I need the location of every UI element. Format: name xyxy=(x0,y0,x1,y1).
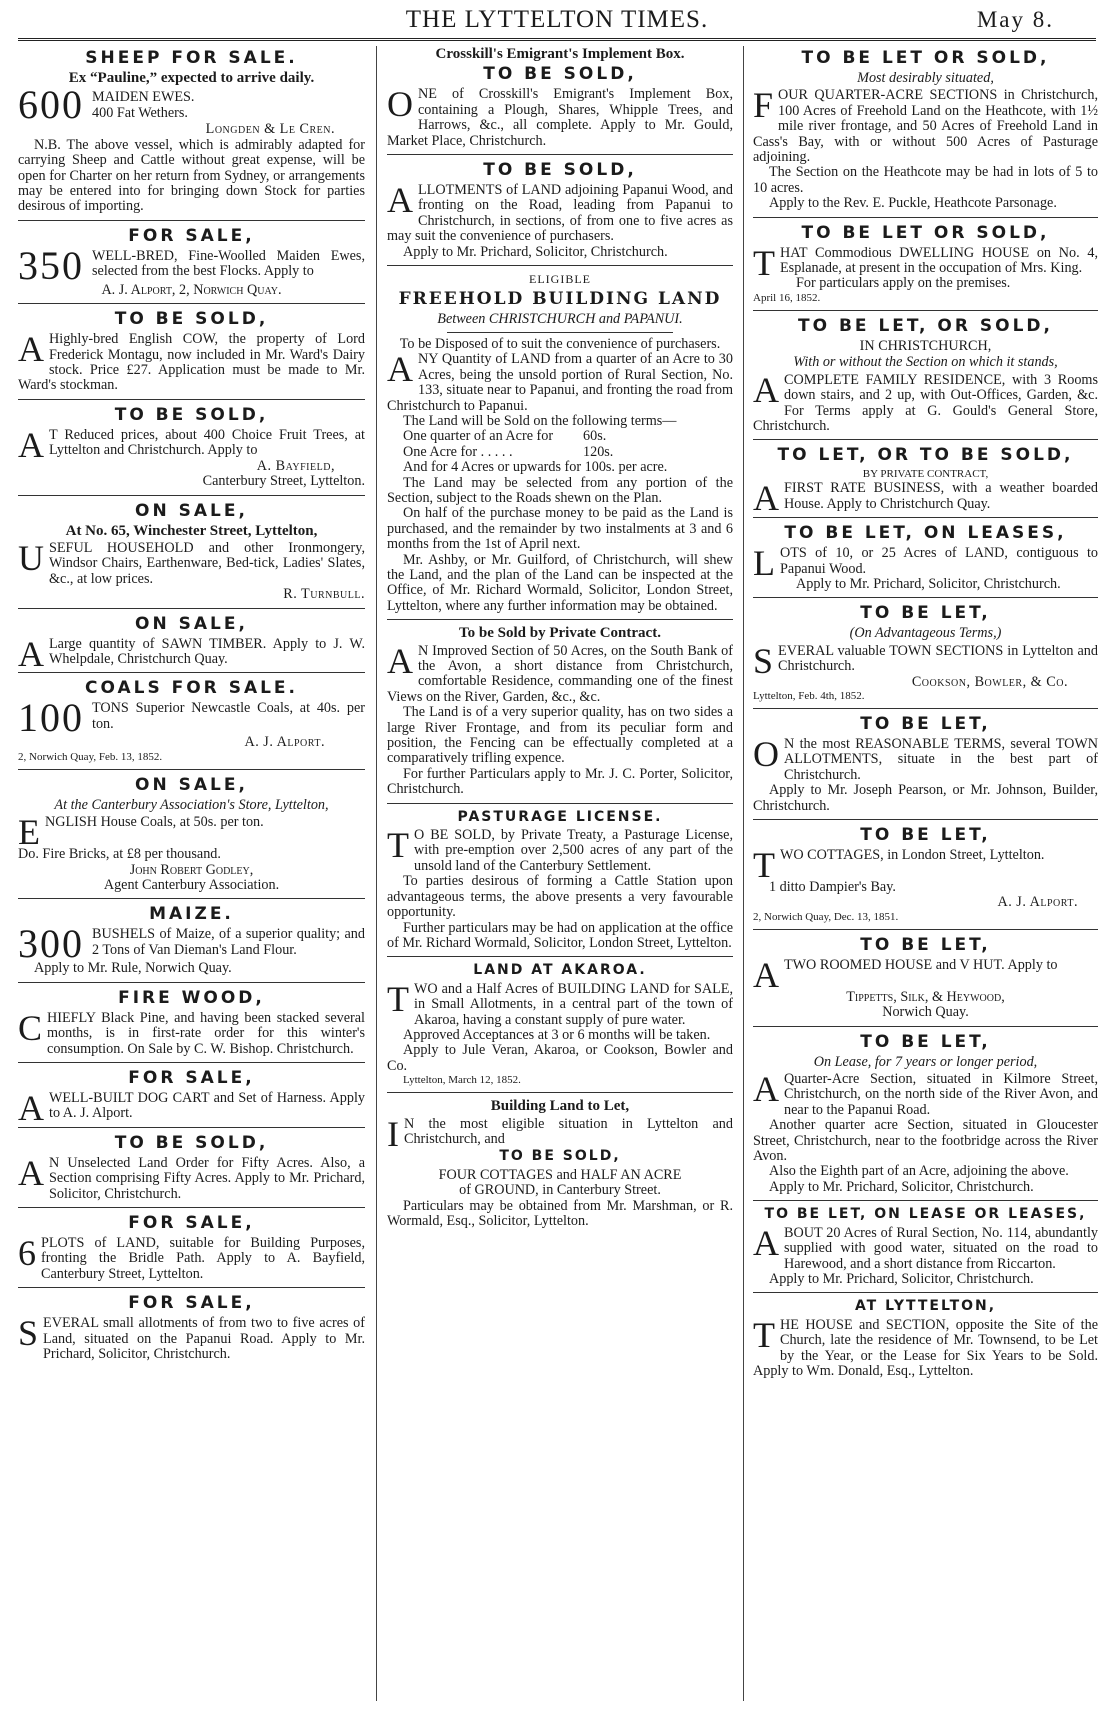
drop-capital: A xyxy=(18,1152,44,1193)
advert-date: Lyttelton, Feb. 4th, 1852. xyxy=(753,689,865,702)
drop-capital: S xyxy=(753,640,774,681)
advert-heading: TO BE LET, ON LEASES, xyxy=(784,523,1067,544)
advert-signature: A. J. Alport. xyxy=(997,894,1078,911)
advert-leases xyxy=(753,524,1098,592)
advert-body: PLOTS of LAND, suitable for Building Purposes, fronting the Bridle Path. Apply to A. Bayfield, Canterbury Street, Lyttelton. xyxy=(41,1235,365,1282)
drop-capital: A xyxy=(753,1069,779,1110)
advert-rural-section xyxy=(753,1207,1098,1287)
divider xyxy=(447,332,673,333)
advert-body: Large quantity of SAWN TIMBER. Apply to J. W. Whelpdale, Christchurch Quay. xyxy=(49,635,365,667)
advert-body: BUSHELS of Maize, of a superior quality; and 2 Tons of Van Dieman's Land Flour. xyxy=(92,926,365,958)
drop-capital: E xyxy=(18,812,40,853)
divider xyxy=(18,769,365,770)
price-row xyxy=(387,429,733,444)
advert-paragraph: Another quarter acre Section, situated in Gloucester Street, Christchurch, near to the footbridge across the River Avon. xyxy=(753,1117,1098,1165)
divider xyxy=(18,495,365,496)
advert-firewood xyxy=(18,989,365,1057)
advert-signature: A. J. Alport, 2, Norwich Quay. xyxy=(101,281,282,298)
advert-paragraph: On half of the purchase money to be paid as the Land is purchased, and the remainder by two instalments at 3 and 6 months from the 1st of April next. xyxy=(387,505,733,553)
advert-paragraph: Also the Eighth part of an Acre, adjoining the above. xyxy=(769,1163,1069,1180)
advert-heading: ON SALE, xyxy=(135,613,248,634)
advert-subheading: Crosskill's Emigrant's Implement Box. xyxy=(435,46,685,62)
advert-paragraph: Approved Acceptances at 3 or 6 months will be taken. xyxy=(403,1026,711,1043)
divider xyxy=(753,929,1098,930)
advert-body: WELL-BUILT DOG CART and Set of Harness. Apply to A. J. Alport. xyxy=(49,1090,365,1122)
advert-body: EVERAL valuable TOWN SECTIONS in Lyttelton and Christchurch. xyxy=(778,642,1098,675)
advert-paragraph: Apply to the Rev. E. Puckle, Heathcote Parsonage. xyxy=(769,195,1057,212)
divider xyxy=(18,220,365,221)
advert-signature: Longden & Le Cren. xyxy=(205,121,335,138)
drop-capital: L xyxy=(753,543,775,584)
advert-let-or-sold-sections xyxy=(753,49,1098,212)
advert-subheading: (On Advantageous Terms,) xyxy=(849,625,1002,642)
advert-pasturage xyxy=(387,810,733,952)
advert-heading: TO BE LET, xyxy=(860,713,991,734)
advert-paragraph: To parties desirous of forming a Cattle Station upon advantageous terms, the above presents a very favourable opportunity. xyxy=(387,873,733,921)
drop-capital: S xyxy=(18,1313,39,1354)
advert-body: N Improved Section of 50 Acres, on the South Bank of the Avon, a short distance from Christchurch, comfortable Residence, commanding one of the finest Views on the River, Garden, &c., &c. xyxy=(387,642,733,705)
advert-heading: TO LET, OR TO BE SOLD, xyxy=(777,445,1074,466)
divider xyxy=(387,803,733,804)
advert-heading: TO BE LET OR SOLD, xyxy=(801,48,1050,68)
advert-paragraph: Apply to Mr. Joseph Pearson, or Mr. Johnson, Builder, Christchurch. xyxy=(753,782,1098,814)
divider xyxy=(753,1292,1098,1293)
advert-heading: TO BE LET, xyxy=(860,1031,991,1052)
advert-paragraph: Apply to Mr. Prichard, Solicitor, Christchurch. xyxy=(769,1270,1034,1287)
advert-ewes-350 xyxy=(18,227,365,298)
advert-maize xyxy=(18,905,365,976)
drop-capital: A xyxy=(18,1088,44,1128)
advert-body: SEFUL HOUSEHOLD and other Ironmongery, Windsor Chairs, Earthenware, Bed-tick, Ladies' Slates, &c., at low prices. xyxy=(49,539,365,587)
advert-number: 100 xyxy=(18,695,84,741)
advert-body: OTS of 10, or 25 Acres of LAND, contiguous to Papanui Wood. xyxy=(780,545,1098,577)
advert-heading: TO BE SOLD, xyxy=(114,309,269,330)
advert-heading: TO BE SOLD, xyxy=(483,160,637,181)
advert-subheading: At the Canterbury Association's Store, Lyttelton, xyxy=(54,796,329,813)
advert-heading: TO BE LET, xyxy=(860,825,991,845)
advert-heading: TO BE LET, xyxy=(860,603,991,624)
divider xyxy=(18,1062,365,1063)
advert-subheading: BY PRIVATE CONTRACT, xyxy=(862,468,989,481)
drop-capital: A xyxy=(18,329,44,370)
advert-body: Highly-bred English COW, the property of Lord Frederick Montagu, now included in Mr. Ward's Dairy stock. Price £27. Application must be made to Mr. Ward's stockman. xyxy=(18,331,365,394)
drop-capital: A xyxy=(387,349,413,390)
advert-heading: FOR SALE, xyxy=(128,1213,255,1234)
drop-capital: C xyxy=(18,1007,43,1048)
divider xyxy=(387,956,733,957)
drop-capital: T xyxy=(753,1314,775,1355)
advert-body: TONS Superior Newcastle Coals, at 40s. per ton. xyxy=(92,700,365,732)
divider xyxy=(387,1092,733,1093)
advert-body: TWO ROOMED HOUSE and V HUT. Apply to xyxy=(784,956,1058,973)
drop-capital: A xyxy=(753,369,779,410)
advert-body: N.B. The above vessel, which is admirably adapted for carrying Sheep and Cattle without great expense, will be open for Charter on her return from Sydney, or arrangements may be entered into for bringing down Stock for parties desirous of importing. xyxy=(18,136,365,215)
advert-subheading: At No. 65, Winchester Street, Lyttelton, xyxy=(65,522,318,539)
drop-capital: 6 xyxy=(18,1233,36,1274)
advert-number: 600 xyxy=(18,82,84,128)
drop-capital: T xyxy=(387,825,409,866)
advert-timber xyxy=(18,613,365,674)
divider xyxy=(18,303,365,304)
advert-paragraph: Apply to Mr. Prichard, Solicitor, Christchurch. xyxy=(796,575,1061,592)
divider xyxy=(387,265,733,266)
advert-body: NE of Crosskill's Emigrant's Implement Box, containing a Plough, Shares, Whipple Trees, and Harrows, &c., all complete. Apply to Mr. Gould, Market Place, Christchurch. xyxy=(387,86,733,149)
divider xyxy=(753,439,1098,440)
advert-line: MAIDEN EWES. xyxy=(92,89,195,106)
advert-body: HE HOUSE and SECTION, opposite the Site of the Church, late the residence of Mr. Townsend, to be Let by the Year, or the Lease for Six Years to be Sold. Apply to Wm. Donald, Esq., Lyttelton. xyxy=(753,1316,1098,1379)
advert-town-allotments xyxy=(753,715,1098,814)
drop-capital: O xyxy=(753,733,779,774)
advert-heading: TO BE LET OR SOLD, xyxy=(801,222,1050,243)
column-2 xyxy=(387,46,733,1704)
advert-heading: MAIZE. xyxy=(149,904,234,925)
masthead xyxy=(0,0,1114,36)
drop-capital: A xyxy=(18,424,44,465)
advert-heading: AT LYTTELTON, xyxy=(854,1298,997,1315)
advert-family-residence xyxy=(753,317,1098,434)
drop-capital: T xyxy=(753,242,775,283)
advert-paragraph: Particulars may be obtained from Mr. Marshman, or R. Wormald, Esq., Solicitor, Lyttelton. xyxy=(387,1197,733,1229)
advert-signature: Cookson, Bowler, & Co. xyxy=(911,673,1068,690)
price-row xyxy=(387,445,733,460)
divider xyxy=(18,672,365,673)
advert-signature: A. Bayfield, xyxy=(256,457,335,474)
advert-paragraph: And for 4 Acres or upwards for 100s. per acre. xyxy=(403,459,668,476)
divider xyxy=(387,154,733,155)
advert-hut xyxy=(753,936,1098,1021)
advert-signature: R. Turnbull. xyxy=(283,586,365,603)
advert-number: 350 xyxy=(18,242,84,288)
advert-date: Lyttelton, March 12, 1852. xyxy=(403,1074,521,1087)
advert-coals xyxy=(18,679,365,763)
advert-sheep xyxy=(18,49,365,215)
advert-heading: PASTURAGE LICENSE. xyxy=(457,808,663,825)
advert-subheading: Ex “Pauline,” expected to arrive daily. xyxy=(68,70,315,86)
advert-heading: ON SALE, xyxy=(135,774,248,795)
advert-town-sections xyxy=(753,604,1098,703)
price-label: One quarter of an Acre for xyxy=(403,428,554,445)
column-3 xyxy=(753,46,1098,1704)
advert-subheading: To be Sold by Private Contract. xyxy=(459,625,661,642)
advert-body: BOUT 20 Acres of Rural Section, No. 114, abundantly supplied with good water, situated on the road to Harewood, and a short distance from Riccarton. xyxy=(784,1224,1098,1272)
divider xyxy=(753,1200,1098,1201)
divider xyxy=(18,608,365,609)
drop-capital: A xyxy=(753,478,779,519)
advert-heading: LAND AT AKAROA. xyxy=(473,962,647,979)
divider xyxy=(18,1207,365,1208)
drop-capital: A xyxy=(753,954,779,995)
advert-line: of GROUND, in Canterbury Street. xyxy=(459,1182,661,1199)
advert-body: WELL-BRED, Fine-Woolled Maiden Ewes, selected from the best Flocks. Apply to xyxy=(92,247,365,280)
advert-signature-title: Agent Canterbury Association. xyxy=(103,876,280,893)
advert-intro: To be Disposed of to suit the convenience of purchasers. xyxy=(399,335,721,352)
advert-body: WO COTTAGES, in London Street, Lyttelton. xyxy=(780,847,1045,863)
drop-capital: U xyxy=(18,537,44,578)
advert-household xyxy=(18,502,365,603)
advert-body: HAT Commodious DWELLING HOUSE on No. 4, Esplanade, at present in the occupation of Mrs. King. xyxy=(780,244,1098,277)
advert-land-order xyxy=(18,1134,365,1202)
advert-subheading: Between CHRISTCHURCH and PAPANUI. xyxy=(437,311,683,328)
advert-address: Canterbury Street, Lyttelton. xyxy=(202,473,365,490)
advert-signature: John Robert Godley, xyxy=(129,861,254,878)
divider xyxy=(18,982,365,983)
advert-heading: FOR SALE, xyxy=(128,1068,255,1088)
advert-body: N the most REASONABLE TERMS, several TOWN ALLOTMENTS, situate in the best part of Christchurch. xyxy=(784,735,1098,783)
advert-plots xyxy=(18,1214,365,1282)
advert-paragraph: For particulars apply on the premises. xyxy=(796,275,1011,292)
advert-heading: FOR SALE, xyxy=(128,1293,255,1314)
advert-heading: TO BE LET, OR SOLD, xyxy=(797,315,1053,336)
drop-capital: I xyxy=(387,1113,399,1154)
advert-body: FIRST RATE BUSINESS, with a weather boarded House. Apply to Christchurch Quay. xyxy=(784,480,1098,512)
advert-body: N Unselected Land Order for Fifty Acres. Also, a Section comprising Fifty Acres. Apply to Mr. Prichard, Solicitor, Christchurch. xyxy=(49,1154,365,1202)
advert-address: Norwich Quay. xyxy=(882,1004,969,1021)
advert-heading: SHEEP FOR SALE. xyxy=(85,48,298,68)
divider xyxy=(753,310,1098,311)
advert-line: Apply to Mr. Rule, Norwich Quay. xyxy=(34,960,232,977)
advert-heading: TO BE SOLD, xyxy=(114,1132,269,1153)
drop-capital: O xyxy=(387,84,413,125)
advert-body: T Reduced prices, about 400 Choice Fruit Trees, at Lyttelton and Christchurch. Apply to xyxy=(49,426,365,459)
advert-preheading: ELIGIBLE xyxy=(529,272,591,287)
drop-capital: F xyxy=(753,85,774,126)
advert-heading: FIRE WOOD, xyxy=(118,987,265,1008)
advert-line: Apply to Mr. Prichard, Solicitor, Christchurch. xyxy=(403,243,668,260)
advert-subheading: IN CHRISTCHURCH, xyxy=(859,337,992,354)
advert-heading: ON SALE, xyxy=(135,500,248,521)
advert-date: 2, Norwich Quay, Dec. 13, 1851. xyxy=(753,910,899,923)
advert-paragraph: Further particulars may be had on application at the office of Mr. Richard Wormald, Solicitor, London Street, Lyttelton. xyxy=(387,919,733,951)
advert-line: 400 Fat Wethers. xyxy=(92,104,188,121)
advert-fruit-trees xyxy=(18,406,365,490)
column-divider xyxy=(743,46,744,1701)
advert-body: COMPLETE FAMILY RESIDENCE, with 3 Rooms down stairs, and 2 up, with Out-Offices, Garden, &c. For Terms apply at G. Gould's General Store, Christchurch. xyxy=(753,371,1098,434)
divider xyxy=(18,399,365,400)
advert-body: EVERAL small allotments of from two to five acres of Land, situated on the Papanui Road. Apply to Mr. Prichard, Solicitor, Christchurch. xyxy=(43,1315,365,1363)
advert-paragraph: The Land is of a very superior quality, has on two sides a large River Frontage, and from its peculiar form and position, the Fencing can be effectually completed at a comparatively trifling expence. xyxy=(387,704,733,767)
drop-capital: T xyxy=(387,978,409,1019)
divider xyxy=(18,1287,365,1288)
advert-body: NY Quantity of LAND from a quarter of an Acre to 30 Acres, being the unsold portion of Rural Section, No. 133, situate near to Papanui, and fronting the road from Christchurch to Papanui. xyxy=(387,351,733,414)
advert-heading: TO BE LET, ON LEASE OR LEASES, xyxy=(764,1206,1087,1223)
divider xyxy=(18,1127,365,1128)
newspaper-title: THE LYTTELTON TIMES. xyxy=(405,6,709,33)
price-label: One Acre for . . . . . xyxy=(403,443,513,460)
advert-freehold xyxy=(387,272,733,614)
advert-line: 1 ditto Dampier's Bay. xyxy=(769,879,896,895)
advert-dwelling-house xyxy=(753,224,1098,305)
advert-at-lyttelton xyxy=(753,1299,1098,1379)
advert-paragraph: The Section on the Heathcote may be had in lots of 5 to 10 acres. xyxy=(753,164,1098,196)
column-divider xyxy=(376,46,377,1701)
advert-body: O BE SOLD, by Private Treaty, a Pasturage License, with pre-emption over 2,500 acres of any part of the unsold land of the Canterbury Settlement. xyxy=(414,827,733,874)
advert-number: 300 xyxy=(18,921,84,967)
masthead-rule xyxy=(18,38,1096,41)
advert-subheading-italic: With or without the Section on which it stands, xyxy=(793,354,1058,371)
divider xyxy=(753,517,1098,518)
advert-business xyxy=(753,445,1098,519)
advert-crosskill xyxy=(387,47,733,149)
advert-body: LLOTMENTS of LAND adjoining Papanui Wood, and fronting on the Road, leading from Papanui to Christchurch, in sections, of from one to five acres as may suit the convenience of purchasers. xyxy=(387,182,733,245)
advert-paragraph: Apply to Jule Veran, Akaroa, or Cookson, Bowler and Co. xyxy=(387,1042,733,1074)
advert-signature: A. J. Alport. xyxy=(244,734,325,751)
issue-date: May 8. xyxy=(976,7,1054,32)
column-1 xyxy=(18,46,365,1704)
advert-heading: TO BE SOLD, xyxy=(114,404,269,425)
divider xyxy=(18,898,365,899)
advert-line: Do. Fire Bricks, at £8 per thousand. xyxy=(18,846,221,863)
advert-subheading: On Lease, for 7 years or longer period, xyxy=(813,1053,1038,1070)
advert-cow xyxy=(18,310,365,394)
advert-building-land xyxy=(387,1099,733,1229)
advert-cottages xyxy=(753,826,1098,924)
divider xyxy=(753,1026,1098,1027)
advert-heading: FOR SALE, xyxy=(128,225,255,246)
advert-akaroa xyxy=(387,963,733,1087)
advert-heading: COALS FOR SALE. xyxy=(85,678,298,699)
advert-body: NGLISH House Coals, at 50s. per ton. xyxy=(45,814,264,831)
advert-paragraph: Mr. Ashby, or Mr. Guilford, of Christchurch, will shew the Land, and the plan of the Land can be inspected at the Office, of Mr. Richard Wormald, Solicitor, London Street, Lyttelton, where any further information may be obtained. xyxy=(387,551,733,614)
advert-heading: TO BE SOLD, xyxy=(499,1148,621,1165)
advert-small-allotments xyxy=(18,1294,365,1362)
advert-body: Quarter-Acre Section, situated in Kilmore Street, Christchurch, on the north side of the River Avon, and near to the Papanui Road. xyxy=(784,1071,1098,1118)
advert-body: N the most eligible situation in Lyttelton and Christchurch, and xyxy=(404,1115,733,1147)
advert-quarter-acre xyxy=(753,1033,1098,1196)
advert-body: OUR QUARTER-ACRE SECTIONS in Christchurch, 100 Acres of Freehold Land on the Heathcote, with 1½ mile river frontage, and 50 Acres of Freehold Land in Cass's Bay, with or without 500 Acres of Pasturage adjoining. xyxy=(753,87,1098,166)
advert-date: 2, Norwich Quay, Feb. 13, 1852. xyxy=(18,750,163,763)
divider xyxy=(753,708,1098,709)
advert-heading: TO BE LET, xyxy=(860,934,991,955)
advert-private-contract xyxy=(387,626,733,797)
drop-capital: A xyxy=(387,640,413,681)
price-value: 60s. xyxy=(583,428,607,445)
divider xyxy=(387,619,733,620)
advert-line: FOUR COTTAGES and HALF AN ACRE xyxy=(438,1166,682,1183)
advert-heading: FREEHOLD BUILDING LAND xyxy=(398,289,722,310)
divider xyxy=(753,597,1098,598)
drop-capital: T xyxy=(753,845,775,885)
advert-paragraph: The Land will be Sold on the following terms— xyxy=(403,412,677,429)
advert-paragraph: Apply to Mr. Prichard, Solicitor, Christchurch. xyxy=(769,1178,1034,1195)
advert-paragraph: For further Particulars apply to Mr. J. C. Porter, Solicitor, Christchurch. xyxy=(387,765,733,798)
advert-subheading: Most desirably situated, xyxy=(857,70,994,86)
advert-date: April 16, 1852. xyxy=(753,291,821,304)
divider xyxy=(753,217,1098,218)
drop-capital: A xyxy=(387,180,413,221)
divider xyxy=(753,819,1098,820)
advert-dog-cart xyxy=(18,1068,365,1128)
advert-heading: TO BE SOLD, xyxy=(483,64,637,85)
advert-subheading: Building Land to Let, xyxy=(490,1098,630,1115)
advert-body: HIEFLY Black Pine, and having been stacked several months, is in first-rate order for this winter's consumption. On Sale by C. W. Bishop. Christchurch. xyxy=(47,1009,365,1057)
advert-body: WO and a Half Acres of BUILDING LAND for SALE, in Small Allotments, in a central part of the town of Akaroa, having a constant supply of pure water. xyxy=(414,980,733,1028)
advert-signature: Tippetts, Silk, & Heywood, xyxy=(846,988,1005,1005)
price-value: 120s. xyxy=(583,443,614,460)
advert-paragraph: The Land may be selected from any portion of the Section, subject to the Roads shewn on the Plan. xyxy=(387,474,733,506)
advert-english-coals xyxy=(18,776,365,894)
drop-capital: A xyxy=(18,633,44,674)
drop-capital: A xyxy=(753,1222,779,1263)
advert-papanui-allotments xyxy=(387,161,733,260)
